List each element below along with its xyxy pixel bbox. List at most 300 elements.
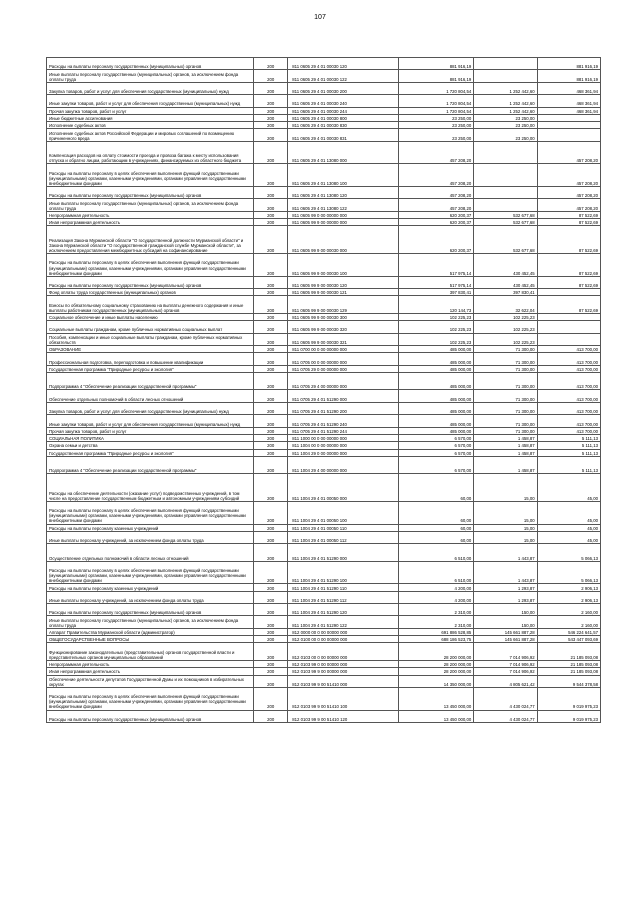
row-remaining-amount: 543 447 093,69 [537,636,600,643]
row-admin-code: 200 [254,122,288,129]
table-row [47,636,601,643]
row-executed-amount: 150,00 [474,616,537,628]
row-admin-code: 200 [254,456,288,474]
table-row [47,296,601,314]
row-approved-amount: 457 208,20 [398,164,473,187]
row-admin-code: 200 [254,434,288,441]
row-budget-code: 811 0605 99 9 00 00030 120 [288,276,399,288]
row-executed-amount: 1 252 442,60 [474,82,537,94]
row-name: Иные бюджетные ассигнования [47,114,254,121]
row-executed-amount: 532 677,68 [474,226,537,254]
row-remaining-amount: 87 522,69 [537,211,600,218]
row-name: Расходы на выплаты персоналу в целях обеспечения выполнения функций государственными (муниципальными) органами, казенными учреждениями, органами управления государственными внебюджетными фондами [47,501,254,524]
table-row [47,219,601,226]
table-row [47,427,601,434]
row-budget-code: 811 1004 29 4 01 00050 112 [288,531,399,543]
row-budget-code: 811 1004 29 4 01 00050 110 [288,524,399,531]
table-row [47,58,601,70]
row-remaining-amount: 468 361,94 [537,95,600,107]
row-name: Расходы на выплаты персоналу казенных учреждений [47,584,254,591]
row-admin-code: 200 [254,333,288,345]
row-name: Охрана семьи и детства [47,442,254,449]
row-remaining-amount: 413 700,00 [537,402,600,414]
row-approved-amount: 457 208,20 [398,141,473,164]
row-approved-amount: 620 200,37 [398,211,473,218]
row-approved-amount: 120 144,73 [398,296,473,314]
row-budget-code: 812 0103 99 0 00 00000 000 [288,660,399,667]
row-approved-amount: 691 886 528,85 [398,628,473,635]
row-remaining-amount: 413 700,00 [537,390,600,402]
row-admin-code: 200 [254,402,288,414]
row-remaining-amount: 413 700,00 [537,353,600,365]
table-row [47,668,601,675]
row-budget-code: 812 0103 99 9 00 00000 000 [288,668,399,675]
row-remaining-amount: 468 361,94 [537,107,600,114]
page-number: 107 [314,14,326,21]
row-approved-amount: 13 450 000,00 [398,710,473,722]
row-approved-amount: 23 250,00 [398,122,473,129]
row-remaining-amount: 5 066,13 [537,561,600,584]
row-budget-code: 811 1004 29 4 00 00000 000 [288,456,399,474]
row-approved-amount: 485 000,00 [398,353,473,365]
row-remaining-amount: 881 916,19 [537,58,600,70]
table-row [47,345,601,352]
row-admin-code: 200 [254,474,288,502]
table-row [47,129,601,141]
row-remaining-amount: 413 700,00 [537,415,600,427]
row-remaining-amount: 5 111,13 [537,456,600,474]
row-admin-code: 200 [254,141,288,164]
row-remaining-amount: 2 906,13 [537,584,600,591]
row-budget-code: 811 0705 29 4 01 51290 240 [288,415,399,427]
row-executed-amount: 71 300,00 [474,345,537,352]
row-approved-amount: 457 208,20 [398,199,473,211]
table-row [47,501,601,524]
row-admin-code: 200 [254,296,288,314]
row-admin-code: 200 [254,415,288,427]
table-row [47,544,601,562]
row-remaining-amount [537,129,600,141]
row-remaining-amount: 413 700,00 [537,427,600,434]
row-admin-code: 200 [254,604,288,616]
row-admin-code: 200 [254,668,288,675]
table-row [47,313,601,320]
row-approved-amount: 1 720 804,54 [398,107,473,114]
row-name: Расходы на выплаты персоналу казенных учреждений [47,524,254,531]
row-budget-code: 811 1004 29 4 01 00050 000 [288,474,399,502]
row-remaining-amount: 5 066,13 [537,544,600,562]
table-row [47,584,601,591]
row-remaining-amount: 45,00 [537,474,600,502]
table-row [47,524,601,531]
row-remaining-amount: 457 208,20 [537,141,600,164]
row-approved-amount: 881 916,19 [398,58,473,70]
row-executed-amount: 71 300,00 [474,427,537,434]
row-executed-amount: 1 458,87 [474,442,537,449]
row-remaining-amount: 87 522,69 [537,276,600,288]
row-budget-code: 811 0605 99 9 00 00030 121 [288,289,399,296]
row-admin-code: 200 [254,95,288,107]
row-admin-code: 200 [254,449,288,456]
row-admin-code: 200 [254,114,288,121]
row-budget-code: 811 0605 99 0 00 00000 000 [288,211,399,218]
table-row [47,199,601,211]
row-admin-code: 200 [254,70,288,82]
row-executed-amount: 1 458,87 [474,449,537,456]
row-executed-amount: 71 300,00 [474,365,537,372]
row-remaining-amount: 21 185 093,08 [537,660,600,667]
row-executed-amount: 71 300,00 [474,390,537,402]
row-admin-code: 200 [254,427,288,434]
row-executed-amount: 4 430 024,77 [474,710,537,722]
table-row [47,114,601,121]
row-executed-amount: 397 830,41 [474,289,537,296]
row-approved-amount: 6 570,00 [398,442,473,449]
row-name: Государственная программа "Природные ресурсы и экология" [47,365,254,372]
row-executed-amount: 15,00 [474,474,537,502]
table-row [47,289,601,296]
row-remaining-amount: 2 160,00 [537,604,600,616]
row-remaining-amount: 21 185 093,08 [537,643,600,661]
row-name: Обеспечение отдельных полномочий в области лесных отношений [47,390,254,402]
row-approved-amount: 60,00 [398,524,473,531]
row-approved-amount: 485 000,00 [398,390,473,402]
row-remaining-amount: 546 224 641,57 [537,628,600,635]
table-row [47,164,601,187]
table-row [47,675,601,687]
row-executed-amount [474,164,537,187]
row-approved-amount: 4 200,00 [398,591,473,603]
row-budget-code: 812 0100 00 0 00 00000 000 [288,636,399,643]
row-executed-amount: 71 300,00 [474,353,537,365]
row-approved-amount: 485 000,00 [398,415,473,427]
row-budget-code: 811 0605 29 4 01 00030 122 [288,70,399,82]
row-name: Расходы на выплаты персоналу в целях обеспечения выполнения функций государственными (муниципальными) органами, казенными учреждениями, органами управления государственными внебюджетными фондами [47,254,254,277]
row-admin-code: 200 [254,643,288,661]
row-name: Иные закупки товаров, работ и услуг для обеспечения государственных (муниципальных) нужд [47,415,254,427]
row-executed-amount: 102 225,23 [474,313,537,320]
row-executed-amount: 4 805 621,42 [474,675,537,687]
row-name: Социальное обеспечение и иные выплаты населению [47,313,254,320]
row-remaining-amount [537,333,600,345]
row-remaining-amount [537,114,600,121]
row-remaining-amount: 5 111,13 [537,434,600,441]
row-remaining-amount: 5 111,13 [537,449,600,456]
row-budget-code: 811 0605 99 9 00 00030 000 [288,226,399,254]
row-approved-amount: 28 200 000,00 [398,643,473,661]
table-row [47,449,601,456]
row-budget-code: 811 0605 29 4 01 00030 200 [288,82,399,94]
row-budget-code: 811 1004 29 4 01 51290 120 [288,604,399,616]
table-row [47,353,601,365]
row-admin-code: 200 [254,211,288,218]
row-budget-code: 811 0605 29 4 01 00030 120 [288,58,399,70]
row-admin-code: 200 [254,687,288,710]
row-remaining-amount: 87 522,69 [537,254,600,277]
row-name: Реализация Закона Мурманской области "О государственной должности Мурманской области" и Закона Мурманской области "О государственной гражданской службе Мурманской области", за исключением предоставления межбюджетных субсидий на софинансирование [47,226,254,254]
row-name: Государственная программа "Природные ресурсы и экология" [47,449,254,456]
row-name: Расходы на обеспечение деятельности (оказание услуг) подведомственных учреждений, в том числе на предоставление государственным бюджетным и автономным учреждениям субсидий [47,474,254,502]
row-approved-amount: 6 510,00 [398,561,473,584]
row-remaining-amount: 457 208,20 [537,164,600,187]
row-approved-amount: 14 350 000,00 [398,675,473,687]
row-name: Иная непрограммная деятельность [47,668,254,675]
table-row [47,95,601,107]
row-executed-amount: 7 014 906,92 [474,660,537,667]
row-executed-amount: 71 300,00 [474,372,537,390]
table-row [47,531,601,543]
row-executed-amount [474,58,537,70]
row-approved-amount: 688 186 523,75 [398,636,473,643]
row-approved-amount: 397 830,41 [398,289,473,296]
row-approved-amount: 2 310,00 [398,616,473,628]
row-executed-amount: 532 677,68 [474,219,537,226]
row-name: Фонд оплаты труда государственных (муниципальных) органов [47,289,254,296]
row-name: Функционирование законодательных (представительных) органов государственной власти и представительных органов муниципальных образований [47,643,254,661]
table-row [47,710,601,722]
row-budget-code: 811 1004 00 0 00 00000 000 [288,442,399,449]
row-executed-amount: 23 250,00 [474,129,537,141]
row-name: Иные закупки товаров, работ и услуг для обеспечения государственных (муниципальных) нужд [47,95,254,107]
row-admin-code: 200 [254,442,288,449]
table-row [47,456,601,474]
row-admin-code: 200 [254,561,288,584]
row-executed-amount: 532 677,68 [474,211,537,218]
row-remaining-amount: 45,00 [537,524,600,531]
row-executed-amount [474,70,537,82]
table-row [47,474,601,502]
row-remaining-amount: 2 160,00 [537,616,600,628]
row-admin-code: 200 [254,82,288,94]
row-budget-code: 811 0605 29 4 01 13080 122 [288,199,399,211]
row-budget-code: 811 1004 29 4 01 51290 122 [288,616,399,628]
row-name: Исполнение судебных актов [47,122,254,129]
table-row [47,107,601,114]
row-budget-code: 811 0605 29 4 01 00030 830 [288,122,399,129]
row-name: ОБРАЗОВАНИЕ [47,345,254,352]
row-admin-code: 200 [254,365,288,372]
row-name: Расходы на выплаты персоналу государственных (муниципальных) органов [47,276,254,288]
row-executed-amount: 23 250,00 [474,122,537,129]
row-name: Закупка товаров, работ и услуг для обеспечения государственных (муниципальных) нужд [47,82,254,94]
row-executed-amount: 1 443,87 [474,561,537,584]
row-admin-code: 200 [254,164,288,187]
row-executed-amount: 1 252 442,60 [474,95,537,107]
row-executed-amount: 102 225,23 [474,333,537,345]
row-approved-amount: 23 250,00 [398,114,473,121]
row-budget-code: 811 0605 99 9 00 00030 129 [288,296,399,314]
row-admin-code: 200 [254,254,288,277]
table-row [47,687,601,710]
row-name: Прочая закупка товаров, работ и услуг [47,107,254,114]
row-approved-amount: 6 570,00 [398,434,473,441]
row-remaining-amount: 9 019 975,23 [537,687,600,710]
row-admin-code: 200 [254,129,288,141]
table-row [47,643,601,661]
row-remaining-amount: 9 019 975,23 [537,710,600,722]
row-admin-code: 200 [254,660,288,667]
row-remaining-amount [537,321,600,333]
row-executed-amount [474,187,537,199]
row-admin-code: 200 [254,313,288,320]
row-approved-amount: 620 200,37 [398,226,473,254]
row-approved-amount: 6 510,00 [398,544,473,562]
table-row [47,122,601,129]
row-admin-code: 200 [254,501,288,524]
row-budget-code: 812 0103 99 9 00 51410 120 [288,710,399,722]
row-remaining-amount: 87 522,69 [537,219,600,226]
table-body [47,58,601,723]
row-approved-amount: 485 000,00 [398,365,473,372]
row-admin-code: 200 [254,390,288,402]
row-approved-amount: 2 310,00 [398,604,473,616]
row-executed-amount: 430 452,45 [474,254,537,277]
row-budget-code: 811 0705 29 0 00 00000 000 [288,365,399,372]
row-executed-amount: 1 252 442,60 [474,107,537,114]
row-executed-amount: 102 225,23 [474,321,537,333]
row-name: Иная непрограммная деятельность [47,219,254,226]
row-executed-amount: 15,00 [474,501,537,524]
row-name: Закупка товаров, работ и услуг для обеспечения государственных (муниципальных) нужд [47,402,254,414]
row-name: Расходы на выплаты персоналу в целях обеспечения выполнения функций государственными (муниципальными) органами, казенными учреждениями, органами управления государственными внебюджетными фондами [47,687,254,710]
row-budget-code: 811 0700 00 0 00 00000 000 [288,345,399,352]
table-row [47,226,601,254]
table-row [47,561,601,584]
row-name: Подпрограмма 4 "Обеспечение реализации государственной программы" [47,456,254,474]
row-name: Расходы на выплаты персоналу государственных (муниципальных) органов [47,58,254,70]
row-approved-amount: 102 225,23 [398,313,473,320]
row-name: ОБЩЕГОСУДАРСТВЕННЫЕ ВОПРОСЫ [47,636,254,643]
row-admin-code: 200 [254,345,288,352]
row-budget-code: 811 1000 00 0 00 00000 000 [288,434,399,441]
row-remaining-amount: 21 185 093,08 [537,668,600,675]
table-row [47,660,601,667]
row-remaining-amount: 457 208,20 [537,199,600,211]
row-remaining-amount [537,313,600,320]
row-budget-code: 811 0605 99 9 00 00030 321 [288,333,399,345]
row-name: Расходы на выплаты персоналу государственных (муниципальных) органов [47,710,254,722]
row-remaining-amount: 87 522,69 [537,226,600,254]
row-name: Расходы на выплаты персоналу в целях обеспечения выполнения функций государственными (муниципальными) органами, казенными учреждениями, органами управления государственными внебюджетными фондами [47,561,254,584]
table-row [47,365,601,372]
row-executed-amount: 23 250,00 [474,114,537,121]
row-admin-code: 200 [254,58,288,70]
row-name: Расходы на выплаты персоналу в целях обеспечения выполнения функций государственными (муниципальными) органами, казенными учреждениями, органами управления государственными внебюджетными фондами [47,164,254,187]
row-approved-amount: 6 570,00 [398,449,473,456]
table-row [47,211,601,218]
row-executed-amount [474,199,537,211]
row-executed-amount: 71 300,00 [474,415,537,427]
row-budget-code: 811 1004 29 4 01 51290 000 [288,544,399,562]
row-budget-code: 811 1004 29 4 01 00050 100 [288,501,399,524]
row-approved-amount: 6 570,00 [398,456,473,474]
row-admin-code: 200 [254,289,288,296]
table-row [47,434,601,441]
row-name: Взносы по обязательному социальному страхованию на выплаты денежного содержания и иные выплаты работникам государственных (муниципальных) органов [47,296,254,314]
row-executed-amount: 1 458,87 [474,456,537,474]
table-row [47,321,601,333]
row-name: Социальные выплаты гражданам, кроме публичных нормативных социальных выплат [47,321,254,333]
row-approved-amount: 28 200 000,00 [398,660,473,667]
table-row [47,591,601,603]
row-admin-code: 200 [254,584,288,591]
row-admin-code: 200 [254,107,288,114]
row-budget-code: 811 0705 29 4 01 51290 000 [288,390,399,402]
row-approved-amount: 13 450 000,00 [398,687,473,710]
row-budget-code: 811 0605 29 4 01 00030 831 [288,129,399,141]
row-name: Подпрограмма 4 "Обеспечение реализации государственной программы" [47,372,254,390]
row-executed-amount: 430 452,45 [474,276,537,288]
row-approved-amount: 102 225,23 [398,333,473,345]
row-executed-amount: 1 443,87 [474,544,537,562]
table-row [47,276,601,288]
row-approved-amount: 485 000,00 [398,372,473,390]
row-remaining-amount: 457 208,20 [537,187,600,199]
table-row [47,82,601,94]
row-executed-amount: 1 293,87 [474,584,537,591]
row-approved-amount: 485 000,00 [398,402,473,414]
row-budget-code: 811 0605 99 9 00 00000 000 [288,219,399,226]
row-name: Прочая закупка товаров, работ и услуг [47,427,254,434]
row-approved-amount: 1 720 804,54 [398,95,473,107]
row-budget-code: 812 0103 99 9 00 51410 000 [288,675,399,687]
row-budget-code: 811 1004 29 4 01 51290 110 [288,584,399,591]
row-admin-code: 200 [254,675,288,687]
row-approved-amount: 517 975,14 [398,254,473,277]
row-executed-amount: 71 300,00 [474,402,537,414]
row-admin-code: 200 [254,372,288,390]
row-remaining-amount: 5 111,13 [537,442,600,449]
row-name: Аппарат Правительства Мурманской области (администратор) [47,628,254,635]
row-name: СОЦИАЛЬНАЯ ПОЛИТИКА [47,434,254,441]
row-name: Иные выплаты персоналу государственных (муниципальных) органов, за исключением фонда оплаты труда [47,616,254,628]
row-remaining-amount: 468 361,94 [537,82,600,94]
row-admin-code: 200 [254,219,288,226]
row-name: Иные выплаты персоналу государственных (муниципальных) органов, за исключением фонда оплаты труда [47,70,254,82]
table-row [47,442,601,449]
row-approved-amount: 457 208,20 [398,187,473,199]
row-budget-code: 812 0103 00 0 00 00000 000 [288,643,399,661]
row-budget-code: 811 0605 99 9 00 00030 300 [288,313,399,320]
table-row [47,333,601,345]
row-executed-amount [474,141,537,164]
row-remaining-amount [537,289,600,296]
row-budget-code: 812 0000 00 0 00 00000 000 [288,628,399,635]
row-remaining-amount: 413 700,00 [537,345,600,352]
row-name: Исполнение судебных актов Российской Федерации и мировых соглашений по возмещению причиненного вреда [47,129,254,141]
row-admin-code: 200 [254,591,288,603]
row-name: Обеспечение деятельности депутатов Государственной Думы и их помощников в избирательных округах [47,675,254,687]
row-budget-code: 811 1004 29 4 01 51290 100 [288,561,399,584]
row-budget-code: 811 1004 29 4 01 51290 112 [288,591,399,603]
row-executed-amount: 150,00 [474,604,537,616]
row-executed-amount: 15,00 [474,524,537,531]
row-executed-amount: 4 430 024,77 [474,687,537,710]
row-admin-code: 200 [254,544,288,562]
row-admin-code: 200 [254,187,288,199]
row-budget-code: 811 0605 29 4 01 13080 100 [288,164,399,187]
row-executed-amount: 1 293,87 [474,591,537,603]
table-row [47,415,601,427]
row-admin-code: 200 [254,353,288,365]
row-budget-code: 811 0705 29 4 01 51290 244 [288,427,399,434]
row-name: Иные выплаты персоналу государственных (муниципальных) органов, за исключением фонда оплаты труда [47,199,254,211]
row-name: Компенсация расходов на оплату стоимости проезда и провоза багажа к месту использования отпуска и обратно лицам, работающим в учреждениях, финансируемых из областного бюджета [47,141,254,164]
row-admin-code: 200 [254,628,288,635]
table-row [47,402,601,414]
row-budget-code: 811 0605 29 4 01 00030 244 [288,107,399,114]
row-executed-amount: 145 661 887,28 [474,628,537,635]
